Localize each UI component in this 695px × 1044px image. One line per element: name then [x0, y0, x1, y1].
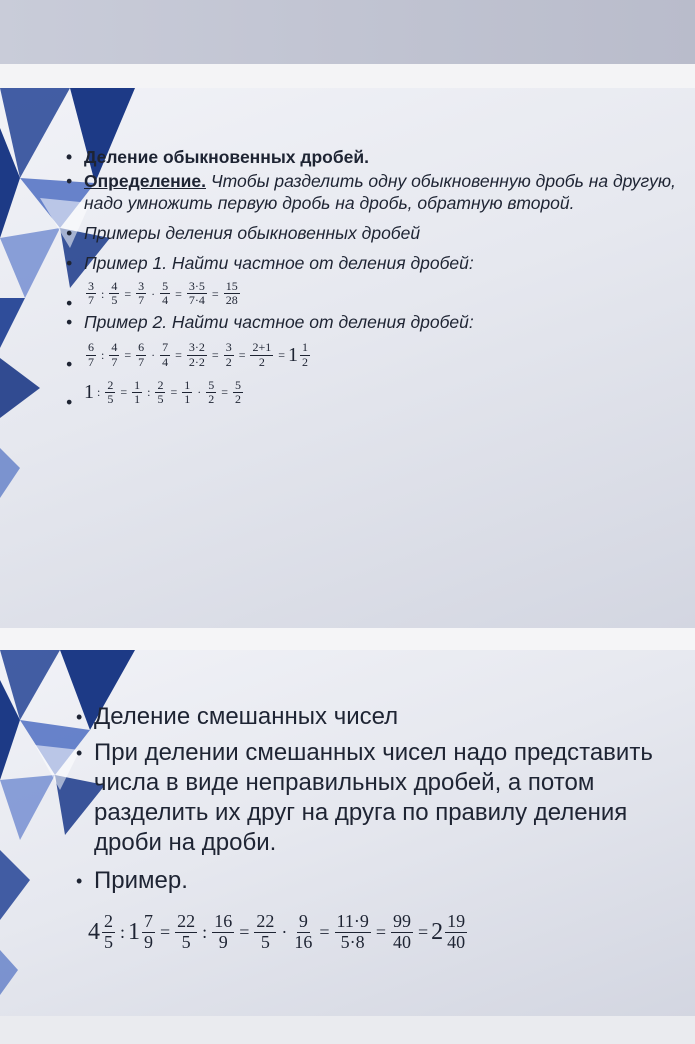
- bullet-example1: • Пример 1. Найти частное от деления дробей:: [66, 253, 474, 273]
- bullet-formula2: • $\frac{6}{7}$ : $\frac{4}{7}$ = $\frac{6}{7}$ · $\frac{7}{4}$ = $\frac{3\cdot 2}{2\cdot 2}$ = $\frac{3}{2}$ = $\frac{2+1}{2}$ = 1 $\frac{1}{2}$: [60, 341, 685, 368]
- slide-gap: [0, 64, 695, 88]
- slide2-title: Деление смешанных чисел: [94, 703, 399, 730]
- formula-mixed: 4 $\frac{2}{5}$ : 1 $\frac{7}{9}$ = $\frac{22}{5}$ : $\frac{16}{9}$ = $\frac{22}{5}$ · $\frac{9}{16}$ = $\frac{11\cdot 9}{5\cdot 8}$ = $\frac{99}{40}$ = 2 $\frac{19}{40}$: [88, 911, 466, 952]
- example1-text: Пример 1. Найти частное от деления дробей:: [84, 253, 474, 273]
- bullet-formula3: • 1 : $\frac{2}{5}$ = $\frac{1}{1}$ : $\frac{2}{5}$ = $\frac{1}{1}$ · $\frac{5}{2}$ = $\frac{5}{2}$: [60, 379, 685, 406]
- bullet-example2: • Пример 2. Найти частное от деления дробей:: [66, 312, 474, 333]
- slide2-content: [70, 702, 685, 953]
- top-band: [0, 0, 695, 64]
- bullet-text: • При делении смешанных чисел надо представить числа в виде неправильных дробей, а потом разделить их друг на друга по правилу деления дроби на дроби.: [76, 739, 653, 856]
- slide-gap: [0, 628, 695, 650]
- bullet-example: • Пример.: [76, 867, 188, 894]
- formula1: $\frac{3}{7}$ : $\frac{4}{5}$ = $\frac{3}{7}$ · $\frac{5}{4}$ = $\frac{3\cdot 5}{7\cdot 4}$ = $\frac{15}{28}$: [88, 279, 238, 308]
- examples-heading: Примеры деления обыкновенных дробей: [84, 223, 421, 243]
- formula3: 1 : $\frac{2}{5}$ = $\frac{1}{1}$ : $\frac{2}{5}$ = $\frac{1}{1}$ · $\frac{5}{2}$ = $\frac{5}{2}$: [84, 377, 242, 406]
- slide-mixed-numbers-division: [0, 650, 695, 1016]
- bullet-examples-heading: • Примеры деления обыкновенных дробей: [66, 223, 421, 243]
- formula2: $\frac{6}{7}$ : $\frac{4}{7}$ = $\frac{6}{7}$ · $\frac{7}{4}$ = $\frac{3\cdot 2}{2\cdot 2}$ = $\frac{3}{2}$ = $\frac{2+1}{2}$ = 1 $\frac{1}{2}$: [88, 340, 309, 369]
- bullet-definition: • Определение. Чтобы разделить одну обыкновенную дробь на другую, надо умножить первую дробь на дробь, обратную второй.: [66, 171, 676, 213]
- bottom-band: [0, 1016, 695, 1044]
- bullet-title: • Деление смешанных чисел: [76, 703, 399, 730]
- bullet-formula1: • $\frac{3}{7}$ : $\frac{4}{5}$ = $\frac{3}{7}$ · $\frac{5}{4}$ = $\frac{3\cdot 5}{7\cdot 4}$ = $\frac{15}{28}$: [60, 280, 685, 307]
- slide1-title: Деление обыкновенных дробей.: [84, 147, 370, 167]
- example-label: Пример.: [94, 867, 188, 894]
- example2-text: Пример 2. Найти частное от деления дробей:: [84, 312, 474, 333]
- definition-text: Чтобы разделить одну обыкновенную дробь на другую, надо умножить первую дробь на дробь, обратную второй.: [84, 171, 676, 213]
- slide2-text: При делении смешанных чисел надо представить числа в виде неправильных дробей, а потом разделить их друг на друга по правилу деления дроби на дроби.: [94, 739, 653, 856]
- slide-fractions-division: [0, 88, 695, 628]
- slide1-content: [60, 146, 685, 412]
- definition-label: Определение.: [84, 171, 206, 191]
- bullet-title: • Деление обыкновенных дробей.: [66, 147, 370, 167]
